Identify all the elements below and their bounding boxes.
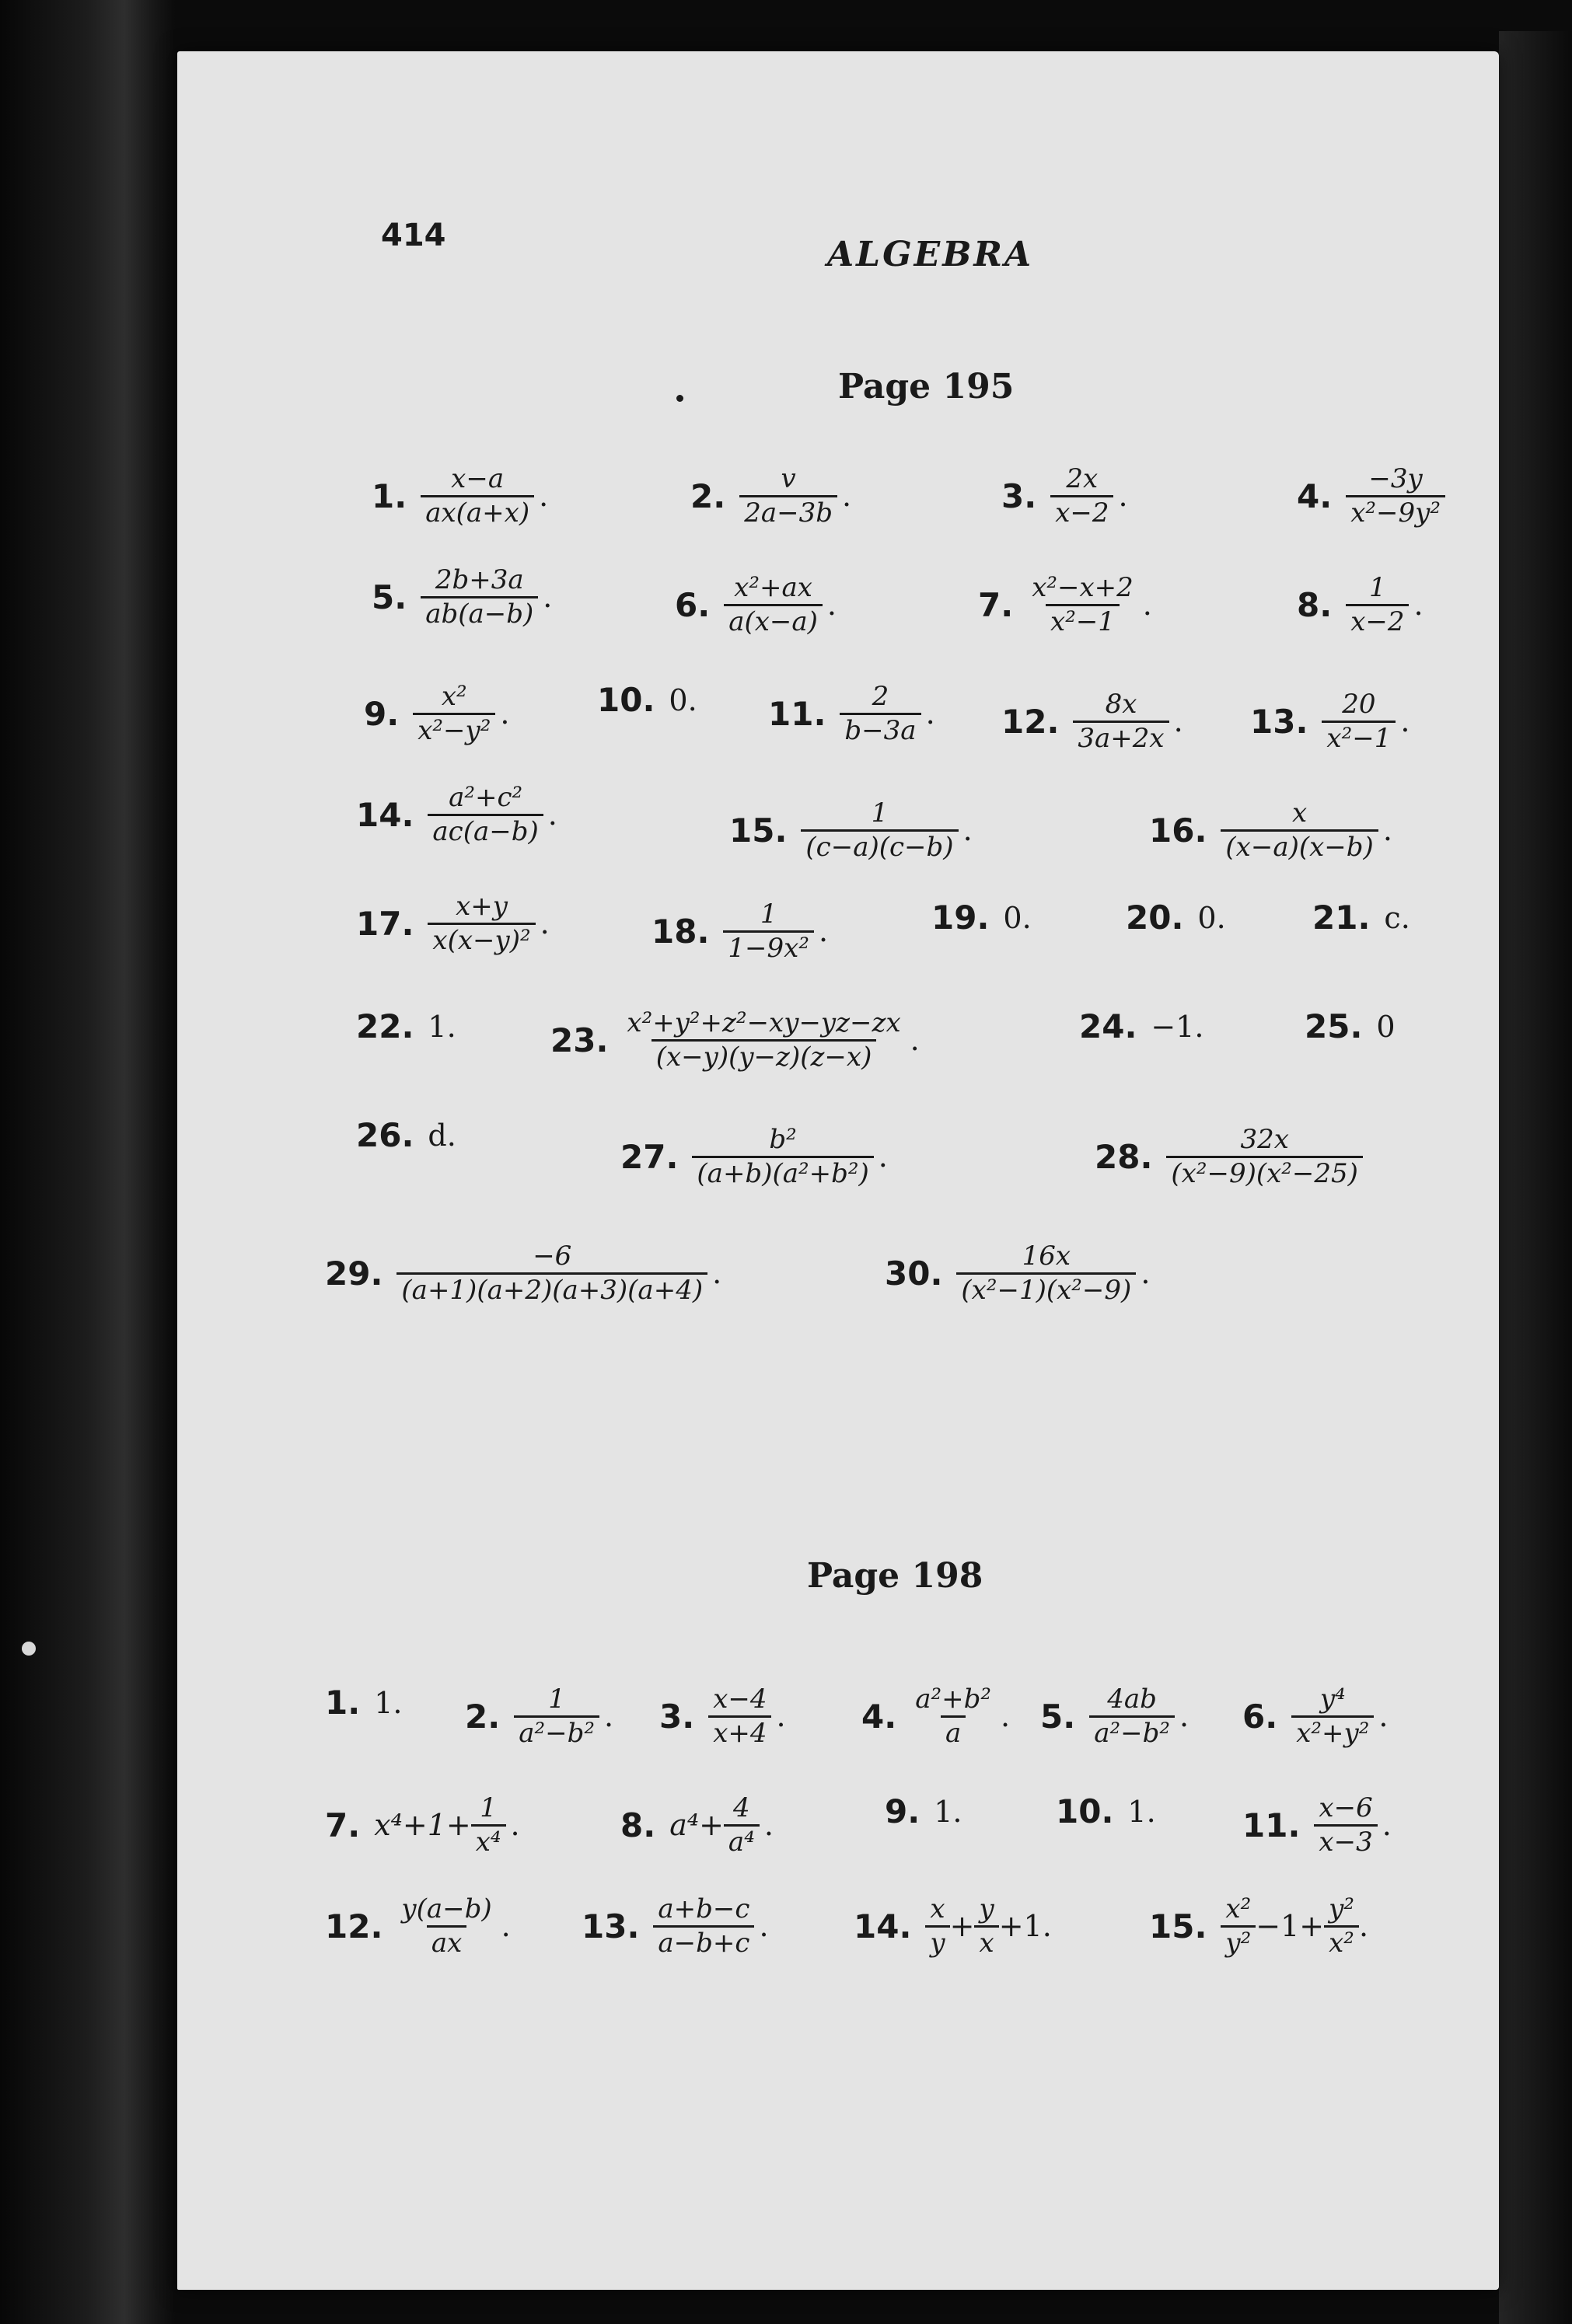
answer-number: 13. — [582, 1907, 640, 1945]
answer-number: 4. — [1297, 476, 1333, 515]
answer-number: 21. — [1312, 899, 1371, 937]
numerator: x−a — [451, 463, 505, 494]
numerator: y² — [1329, 1893, 1354, 1924]
answer-number: 11. — [1242, 1806, 1301, 1844]
answer-item — [652, 899, 828, 965]
fraction — [653, 1893, 754, 1959]
answer-value: c. — [1384, 900, 1410, 935]
answer-value: 1. — [934, 1794, 962, 1829]
numerator: 4ab — [1107, 1684, 1157, 1715]
fraction — [428, 782, 543, 848]
answer-number: 3. — [659, 1697, 695, 1736]
answer-number: 11. — [768, 694, 826, 733]
answer-item — [1001, 463, 1128, 529]
period: . — [1382, 1808, 1392, 1843]
fraction — [413, 681, 495, 747]
answer-item — [885, 1792, 962, 1830]
answer-item — [356, 1116, 456, 1154]
answer-item — [325, 1684, 402, 1722]
denominator: ac(a−b) — [428, 814, 543, 848]
ink-speck — [22, 1642, 36, 1656]
denominator: x²+y² — [1291, 1715, 1374, 1750]
period: . — [826, 588, 837, 623]
numerator: x² — [1225, 1893, 1252, 1924]
denominator: 2a−3b — [739, 495, 837, 529]
period: . — [1141, 1256, 1151, 1291]
answer-number: 8. — [1297, 585, 1333, 624]
answer-item — [978, 572, 1152, 638]
page-number: 414 — [381, 218, 446, 253]
numerator: 1 — [871, 797, 889, 829]
period: . — [1173, 704, 1183, 739]
numerator: 2x — [1066, 463, 1099, 494]
period: . — [841, 479, 852, 514]
period: . — [763, 1808, 774, 1843]
numerator: 2b+3a — [435, 564, 524, 595]
denominator: a(x−a) — [724, 604, 823, 638]
fraction — [622, 1007, 905, 1073]
answer-number: 14. — [854, 1907, 912, 1945]
period: . — [712, 1256, 722, 1291]
answer-number: 26. — [356, 1116, 414, 1154]
ink-speck — [676, 395, 683, 402]
answer-value: 1. — [428, 1009, 456, 1044]
fraction — [956, 1241, 1136, 1307]
fraction — [1324, 1893, 1359, 1959]
denominator: x²−1 — [1046, 604, 1120, 638]
answer-item — [1297, 463, 1445, 529]
period: . — [759, 1909, 769, 1944]
period: . — [818, 914, 829, 949]
denominator: y² — [1221, 1925, 1256, 1959]
fraction — [840, 681, 920, 747]
period: . — [776, 1699, 786, 1734]
numerator: 4 — [733, 1792, 750, 1823]
numerator: −6 — [533, 1241, 572, 1272]
numerator: x+y — [456, 891, 508, 922]
period: . — [501, 1909, 511, 1944]
period: . — [539, 479, 549, 514]
answer-number: 16. — [1149, 811, 1207, 850]
numerator: y⁴ — [1319, 1684, 1346, 1715]
fraction — [708, 1684, 771, 1750]
answer-number: 7. — [978, 585, 1014, 624]
answer-item — [356, 1007, 456, 1045]
denominator: ax — [427, 1925, 466, 1959]
answer-number: 9. — [364, 694, 400, 733]
numerator: x²+ax — [734, 572, 812, 603]
answer-item — [1305, 1007, 1396, 1045]
answer-item — [768, 681, 935, 747]
answer-item — [1079, 1007, 1204, 1045]
denominator: (a+b)(a²+b²) — [692, 1156, 873, 1190]
answer-number: 10. — [597, 681, 655, 719]
answer-number: 25. — [1305, 1007, 1363, 1045]
numerator: a²+b² — [915, 1684, 991, 1715]
fraction — [1073, 689, 1169, 755]
denominator: (x²−1)(x²−9) — [956, 1272, 1136, 1307]
fraction — [428, 891, 535, 957]
answer-number: 17. — [356, 904, 414, 943]
numerator: 32x — [1240, 1124, 1289, 1155]
fraction — [1221, 797, 1378, 864]
denominator: (x−a)(x−b) — [1221, 829, 1378, 864]
fraction — [739, 463, 837, 529]
answer-item — [659, 1684, 786, 1750]
denominator: a²−b² — [514, 1715, 599, 1750]
fraction — [974, 1893, 998, 1959]
numerator: 1 — [548, 1684, 565, 1715]
answer-number: 7. — [325, 1806, 361, 1844]
numerator: 2 — [872, 681, 889, 712]
denominator: a⁴ — [724, 1824, 760, 1858]
fraction — [1166, 1124, 1363, 1190]
answer-number: 12. — [325, 1907, 383, 1945]
answer-item — [1242, 1792, 1392, 1858]
answer-item — [620, 1124, 888, 1190]
answer-item — [675, 572, 837, 638]
denominator: x(x−y)² — [428, 923, 535, 957]
answer-item — [1297, 572, 1424, 638]
answer-number: 23. — [550, 1021, 609, 1059]
answer-prefix: a⁴+ — [669, 1808, 724, 1843]
denominator: x² — [1324, 1925, 1359, 1959]
denominator: ab(a−b) — [421, 596, 538, 630]
answer-value: 0. — [1197, 900, 1226, 935]
period: . — [1400, 704, 1410, 739]
fraction — [801, 797, 958, 864]
numerator: 16x — [1022, 1241, 1071, 1272]
period: . — [500, 696, 510, 731]
answer-value: 1. — [374, 1685, 403, 1720]
denominator: b−3a — [840, 713, 920, 747]
fraction — [692, 1124, 873, 1190]
period: . — [543, 580, 553, 615]
answer-number: 5. — [372, 578, 407, 616]
fraction — [396, 1241, 707, 1307]
numerator: x−4 — [713, 1684, 767, 1715]
answer-suffix: . — [1358, 1909, 1369, 1944]
denominator: x²−y² — [413, 713, 495, 747]
denominator: 3a+2x — [1073, 721, 1169, 755]
denominator: x−2 — [1050, 495, 1113, 529]
answer-item — [582, 1893, 769, 1959]
numerator: a²+c² — [449, 782, 523, 813]
answer-number: 19. — [931, 899, 990, 937]
denominator: x — [974, 1925, 998, 1959]
answer-number: 14. — [356, 795, 414, 834]
answer-number: 28. — [1095, 1137, 1153, 1176]
denominator: 1−9x² — [723, 930, 814, 965]
fraction — [1291, 1684, 1374, 1750]
answer-item — [1242, 1684, 1388, 1750]
answer-number: 1. — [372, 476, 407, 515]
answer-item — [325, 1792, 520, 1858]
denominator: (x−y)(y−z)(z−x) — [652, 1039, 877, 1073]
fraction — [910, 1684, 996, 1750]
book-page — [177, 51, 1499, 2290]
numerator: 1 — [760, 899, 777, 930]
denominator: (c−a)(c−b) — [801, 829, 958, 864]
fraction — [1050, 463, 1113, 529]
answer-number: 9. — [885, 1792, 920, 1830]
answer-item — [1001, 689, 1183, 755]
answer-number: 6. — [675, 585, 711, 624]
period: . — [540, 906, 550, 941]
fraction — [421, 463, 534, 529]
fraction — [1314, 1792, 1377, 1858]
numerator: 8x — [1105, 689, 1137, 720]
answer-item — [1149, 1893, 1368, 1959]
fraction — [1027, 572, 1138, 638]
period: . — [1179, 1699, 1189, 1734]
fraction — [1346, 572, 1409, 638]
answer-item — [620, 1792, 774, 1858]
denominator: a²−b² — [1089, 1715, 1175, 1750]
period: . — [962, 813, 973, 848]
period: . — [878, 1139, 888, 1174]
answer-value: −1. — [1151, 1009, 1204, 1044]
answer-item — [550, 1007, 920, 1073]
answer-number: 15. — [1149, 1907, 1207, 1945]
period: . — [603, 1699, 614, 1734]
fraction — [724, 572, 823, 638]
denominator: (a+1)(a+2)(a+3)(a+4) — [396, 1272, 707, 1307]
answer-number: 30. — [885, 1254, 943, 1293]
fraction — [925, 1893, 949, 1959]
period: . — [1000, 1699, 1011, 1734]
period: . — [1142, 588, 1152, 623]
numerator: 1 — [1369, 572, 1386, 603]
answer-item — [356, 891, 550, 957]
book-edge — [1499, 31, 1572, 2324]
answer-item — [931, 899, 1032, 937]
numerator: x−6 — [1319, 1792, 1373, 1823]
fraction — [1322, 689, 1396, 755]
numerator: x — [930, 1893, 945, 1924]
fraction — [421, 564, 538, 630]
answer-item — [690, 463, 851, 529]
answer-item — [356, 782, 557, 848]
denominator: x−3 — [1314, 1824, 1377, 1858]
answer-number: 12. — [1001, 702, 1060, 741]
period: . — [1118, 479, 1128, 514]
answer-number: 6. — [1242, 1697, 1278, 1736]
numerator: 20 — [1342, 689, 1376, 720]
answer-item — [364, 681, 509, 747]
answer-value: d. — [428, 1118, 456, 1153]
fraction — [724, 1792, 760, 1858]
numerator: y — [979, 1893, 994, 1924]
numerator: y(a−b) — [401, 1893, 492, 1924]
answer-item — [854, 1893, 1052, 1959]
period: . — [1413, 588, 1424, 623]
numerator: −3y — [1368, 463, 1423, 494]
denominator: x²−9y² — [1346, 495, 1445, 529]
answer-item — [1250, 689, 1410, 755]
answer-item — [465, 1684, 613, 1750]
answer-item — [1095, 1124, 1363, 1190]
numerator: x — [1292, 797, 1308, 829]
answer-item — [372, 463, 548, 529]
denominator: x+4 — [708, 1715, 771, 1750]
answer-number: 29. — [325, 1254, 383, 1293]
answer-value: 0. — [669, 682, 697, 717]
answer-number: 15. — [729, 811, 788, 850]
numerator: a+b−c — [658, 1893, 750, 1924]
numerator: v — [781, 463, 796, 494]
answer-item — [861, 1684, 1010, 1750]
answer-number: 2. — [465, 1697, 501, 1736]
denominator: x²−1 — [1322, 721, 1396, 755]
period: . — [925, 696, 935, 731]
answer-item — [1040, 1684, 1189, 1750]
answer-number: 27. — [620, 1137, 679, 1176]
answer-number: 24. — [1079, 1007, 1137, 1045]
answer-number: 5. — [1040, 1697, 1076, 1736]
denominator: x⁴ — [471, 1824, 506, 1858]
answer-number: 8. — [620, 1806, 656, 1844]
section-heading-page-198: Page 198 — [807, 1556, 983, 1596]
answer-item — [372, 564, 552, 630]
numerator: b² — [769, 1124, 797, 1155]
answer-item — [1149, 797, 1392, 864]
answer-suffix: +1. — [998, 1909, 1052, 1944]
section-heading-page-195: Page 195 — [838, 367, 1015, 407]
answer-number: 18. — [652, 912, 710, 951]
operator: + — [949, 1909, 975, 1944]
answer-item — [1056, 1792, 1156, 1830]
fraction — [396, 1893, 496, 1959]
denominator: ax(a+x) — [421, 495, 534, 529]
fraction — [1346, 463, 1445, 529]
answer-item — [885, 1241, 1150, 1307]
denominator: a−b+c — [653, 1925, 754, 1959]
fraction — [471, 1792, 506, 1858]
period: . — [910, 1023, 920, 1058]
numerator: x²+y²+z²−xy−yz−zx — [627, 1007, 901, 1038]
answer-item — [1312, 899, 1410, 937]
answer-item — [325, 1893, 511, 1959]
period: . — [547, 797, 557, 832]
answer-item — [597, 681, 697, 719]
denominator: (x²−9)(x²−25) — [1166, 1156, 1363, 1190]
answer-item — [325, 1241, 721, 1307]
running-title: ALGEBRA — [827, 235, 1034, 274]
answer-item — [729, 797, 973, 864]
answer-value: 0 — [1376, 1009, 1396, 1044]
answer-number: 22. — [356, 1007, 414, 1045]
answer-value: 0. — [1003, 900, 1032, 935]
numerator: 1 — [480, 1792, 497, 1823]
answer-number: 4. — [861, 1697, 897, 1736]
answer-number: 10. — [1056, 1792, 1114, 1830]
answer-prefix: x⁴+1+ — [374, 1808, 471, 1843]
answer-number: 2. — [690, 476, 726, 515]
numerator: x² — [441, 681, 467, 712]
fraction — [723, 899, 814, 965]
period: . — [1382, 813, 1392, 848]
answer-number: 20. — [1126, 899, 1184, 937]
answer-number: 13. — [1250, 702, 1308, 741]
fraction — [1221, 1893, 1256, 1959]
numerator: x²−x+2 — [1032, 572, 1134, 603]
period: . — [510, 1808, 520, 1843]
answer-number: 1. — [325, 1684, 361, 1722]
fraction — [514, 1684, 599, 1750]
answer-value: 1. — [1127, 1794, 1156, 1829]
denominator: y — [925, 1925, 949, 1959]
answer-number: 3. — [1001, 476, 1037, 515]
denominator: a — [941, 1715, 966, 1750]
operator: −1+ — [1256, 1909, 1325, 1944]
period: . — [1378, 1699, 1389, 1734]
fraction — [1089, 1684, 1175, 1750]
denominator: x−2 — [1346, 604, 1409, 638]
answer-item — [1126, 899, 1226, 937]
